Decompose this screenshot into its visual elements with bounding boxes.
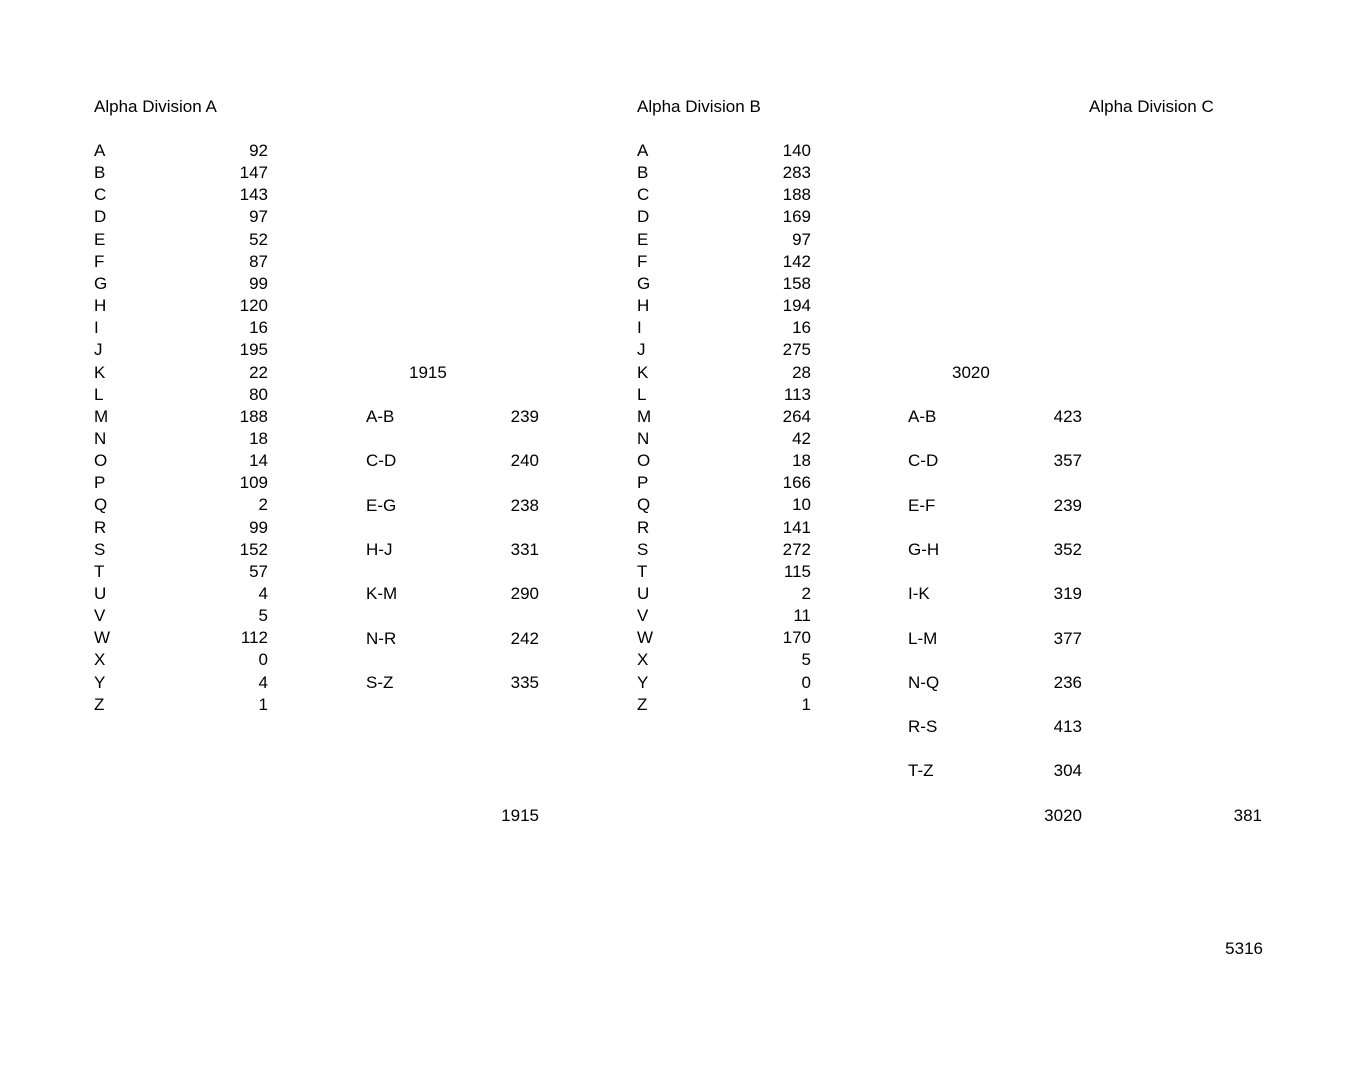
letter-label: N xyxy=(637,428,650,448)
group-range-label: E-F xyxy=(908,495,936,515)
group-count: 240 xyxy=(510,451,539,471)
letter-label: M xyxy=(637,406,652,426)
letter-count: 80 xyxy=(249,384,268,404)
letter-count: 147 xyxy=(239,163,268,183)
letter-count: 188 xyxy=(782,185,811,205)
grand-total: 5316 xyxy=(1225,939,1263,958)
letter-count: 5 xyxy=(801,650,811,670)
letter-count: 158 xyxy=(782,273,811,293)
letter-count: 1 xyxy=(258,694,268,714)
letter-label: E xyxy=(637,229,649,249)
group-range-label: K-M xyxy=(366,584,398,604)
letter-label: T xyxy=(637,561,648,581)
letter-count: 283 xyxy=(782,163,811,183)
group-count: 319 xyxy=(1053,584,1082,604)
group-count: 413 xyxy=(1053,717,1082,737)
letter-label: B xyxy=(94,163,106,183)
letter-label: P xyxy=(94,473,106,493)
group-count: 377 xyxy=(1053,628,1082,648)
letter-count: 170 xyxy=(782,628,811,648)
letter-count: 2 xyxy=(258,495,268,515)
group-range-label: R-S xyxy=(908,717,938,737)
letter-label: P xyxy=(637,473,649,493)
letter-count: 11 xyxy=(793,606,811,626)
letter-label: G xyxy=(94,273,108,293)
letter-count: 115 xyxy=(783,561,811,581)
letter-label: S xyxy=(94,539,106,559)
letter-count: 112 xyxy=(240,628,268,648)
letter-count: 97 xyxy=(249,207,268,227)
letter-count: 10 xyxy=(792,495,811,515)
letter-count: 141 xyxy=(782,517,811,537)
group-range-label: H-J xyxy=(366,539,393,559)
division-a-group-total-header: 1915 xyxy=(409,363,447,382)
letter-label: W xyxy=(637,628,654,648)
letter-label: M xyxy=(94,406,109,426)
letter-label: Q xyxy=(94,495,108,515)
letter-count: 109 xyxy=(239,473,268,493)
letter-count: 14 xyxy=(249,451,268,471)
group-range-label: E-G xyxy=(366,495,397,515)
letter-count: 169 xyxy=(782,207,811,227)
group-range-label: C-D xyxy=(366,451,397,471)
group-count: 239 xyxy=(510,407,539,426)
letter-label: I xyxy=(637,318,642,338)
letter-count: 18 xyxy=(792,451,811,471)
letter-label: F xyxy=(637,251,648,271)
letter-label: R xyxy=(637,517,650,537)
letter-label: J xyxy=(94,340,103,360)
letter-count: 18 xyxy=(249,428,268,448)
division-b-groups-sum: 3020 xyxy=(1044,806,1082,825)
letter-count: 28 xyxy=(792,362,811,382)
letter-label: Z xyxy=(637,694,648,714)
group-range-label: C-D xyxy=(908,451,939,471)
letter-label: Q xyxy=(637,495,651,515)
group-count: 352 xyxy=(1053,539,1082,559)
letter-label: Y xyxy=(94,672,106,692)
letter-label: J xyxy=(637,340,646,360)
division-c-total: 381 xyxy=(1233,806,1262,825)
letter-count: 166 xyxy=(782,473,811,493)
letter-label: A xyxy=(637,141,649,160)
group-count: 236 xyxy=(1053,672,1082,692)
group-range-label: L-M xyxy=(908,628,938,648)
letter-count: 0 xyxy=(258,650,268,670)
letter-label: G xyxy=(637,273,651,293)
group-range-label: A-B xyxy=(366,407,395,426)
letter-count: 275 xyxy=(782,340,811,360)
letter-label: N xyxy=(94,428,107,448)
letter-count: 113 xyxy=(783,384,811,404)
group-count: 304 xyxy=(1053,761,1082,781)
letter-label: E xyxy=(94,229,106,249)
letter-count: 143 xyxy=(239,185,268,205)
letter-count: 0 xyxy=(801,672,811,692)
letter-label: B xyxy=(637,163,649,183)
letter-label: U xyxy=(637,584,650,603)
letter-label: X xyxy=(94,650,106,670)
letter-count: 188 xyxy=(239,406,268,426)
letter-count: 2 xyxy=(801,584,811,603)
group-range-label: N-R xyxy=(366,628,397,648)
letter-count: 195 xyxy=(239,340,268,360)
division-b-group-total-header: 3020 xyxy=(952,363,990,382)
letter-label: O xyxy=(637,451,651,471)
letter-label: C xyxy=(637,185,650,205)
letter-label: D xyxy=(94,207,107,227)
letter-label: W xyxy=(94,628,111,648)
letter-count: 42 xyxy=(792,428,811,448)
letter-count: 272 xyxy=(782,539,811,559)
letter-count: 16 xyxy=(792,318,811,338)
letter-label: R xyxy=(94,517,107,537)
group-range-label: T-Z xyxy=(908,761,934,781)
group-range-label: N-Q xyxy=(908,672,940,692)
letter-label: V xyxy=(637,606,649,626)
letter-count: 5 xyxy=(258,606,268,626)
letter-count: 264 xyxy=(782,406,811,426)
group-count: 335 xyxy=(510,672,539,692)
letter-count: 152 xyxy=(239,539,268,559)
letter-label: O xyxy=(94,451,108,471)
letter-label: D xyxy=(637,207,650,227)
group-range-label: A-B xyxy=(908,407,937,426)
letter-label: L xyxy=(94,384,104,404)
letter-label: F xyxy=(94,251,105,271)
group-count: 238 xyxy=(510,495,539,515)
letter-count: 194 xyxy=(782,296,811,316)
division-b-title: Alpha Division B xyxy=(637,97,761,116)
letter-label: H xyxy=(94,296,107,316)
group-count: 331 xyxy=(510,539,539,559)
letter-count: 140 xyxy=(782,141,811,160)
division-a-groups-sum: 1915 xyxy=(501,806,539,825)
letter-label: K xyxy=(94,362,106,382)
letter-count: 92 xyxy=(249,141,268,160)
letter-label: T xyxy=(94,561,105,581)
group-count: 357 xyxy=(1053,451,1082,471)
letter-label: K xyxy=(637,362,649,382)
group-count: 290 xyxy=(510,584,539,604)
letter-count: 99 xyxy=(249,273,268,293)
letter-label: A xyxy=(94,141,106,160)
letter-label: X xyxy=(637,650,649,670)
letter-label: I xyxy=(94,318,99,338)
letter-count: 142 xyxy=(782,251,811,271)
letter-label: C xyxy=(94,185,107,205)
letter-count: 22 xyxy=(249,362,268,382)
group-count: 239 xyxy=(1053,495,1082,515)
letter-count: 97 xyxy=(792,229,811,249)
letter-label: Y xyxy=(637,672,649,692)
division-c-title: Alpha Division C xyxy=(1089,97,1214,116)
letter-label: S xyxy=(637,539,649,559)
letter-count: 99 xyxy=(249,517,268,537)
group-count: 423 xyxy=(1053,407,1082,426)
letter-count: 4 xyxy=(258,584,268,603)
letter-label: L xyxy=(637,384,647,404)
letter-count: 1 xyxy=(801,694,811,714)
letter-count: 57 xyxy=(249,561,268,581)
letter-label: U xyxy=(94,584,107,603)
letter-label: Z xyxy=(94,694,105,714)
group-count: 242 xyxy=(510,628,539,648)
letter-label: H xyxy=(637,296,650,316)
letter-label: V xyxy=(94,606,106,626)
division-a-title: Alpha Division A xyxy=(94,97,217,116)
letter-count: 16 xyxy=(249,318,268,338)
letter-count: 4 xyxy=(258,672,268,692)
group-range-label: S-Z xyxy=(366,672,394,692)
letter-count: 120 xyxy=(239,296,268,316)
group-range-label: I-K xyxy=(908,584,930,604)
group-range-label: G-H xyxy=(908,539,940,559)
letter-count: 87 xyxy=(249,251,268,271)
letter-count: 52 xyxy=(249,229,268,249)
